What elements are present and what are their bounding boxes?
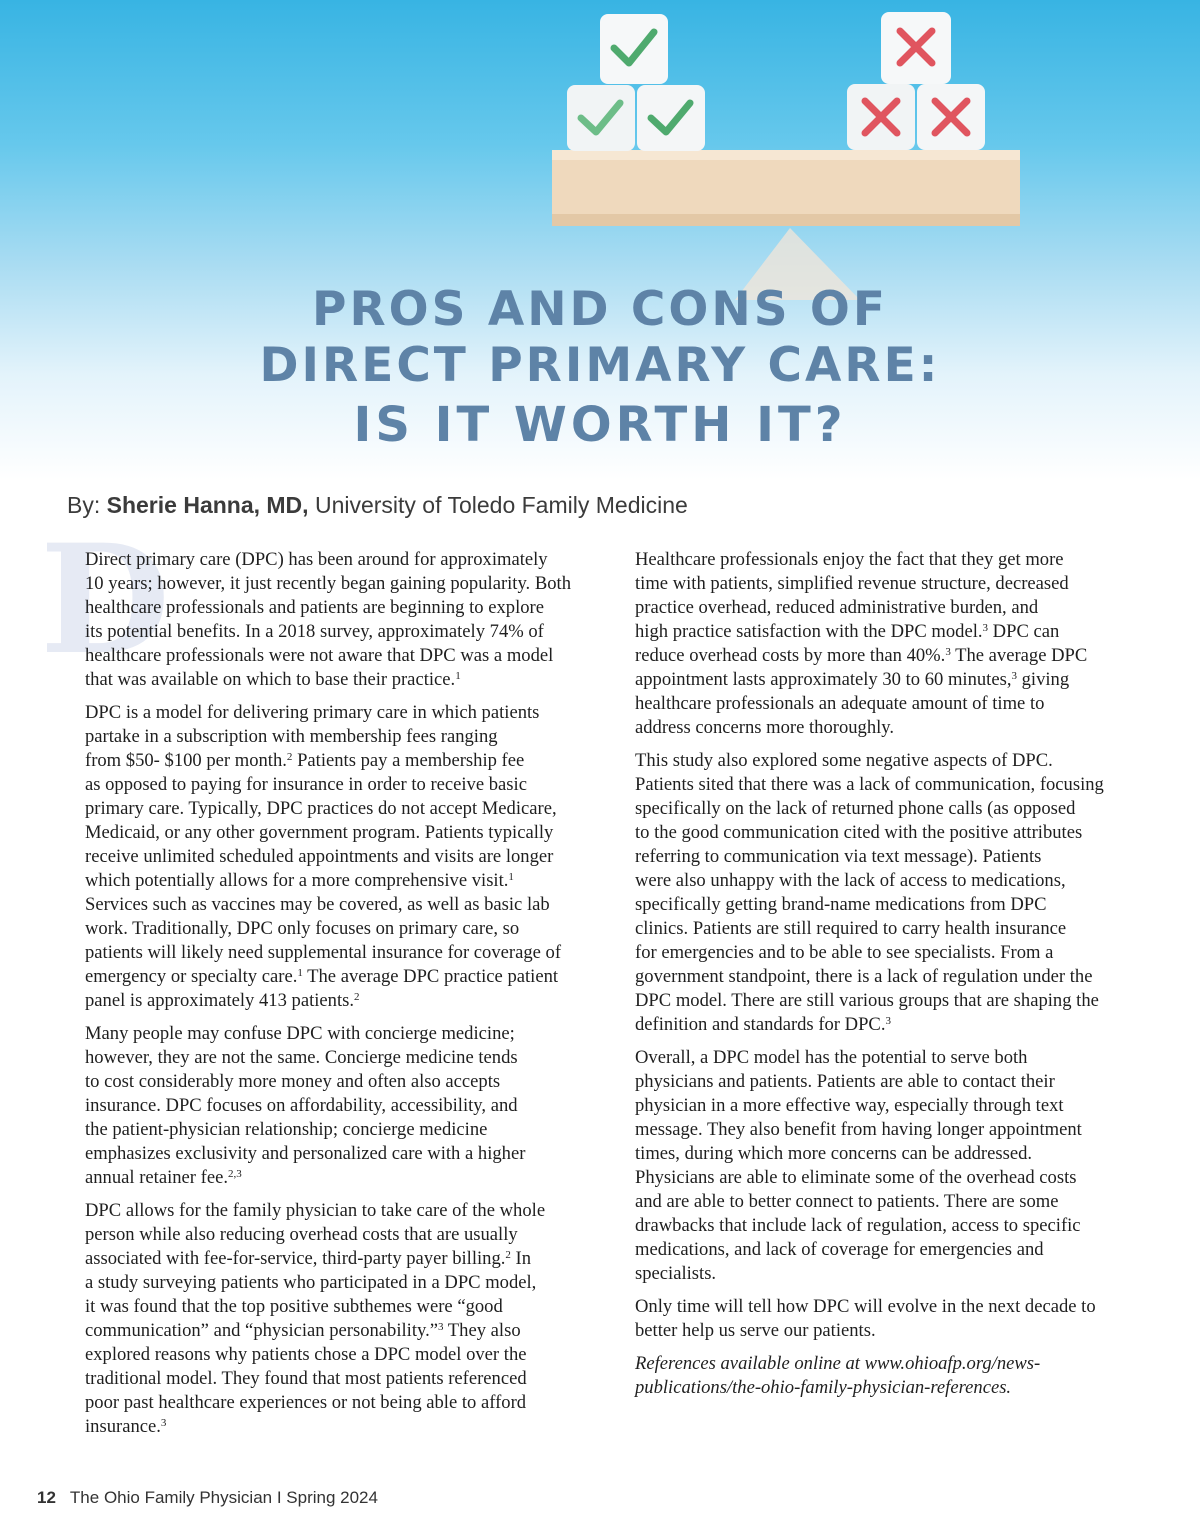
text-line: it was found that the top positive subthemes were “good <box>85 1296 503 1317</box>
byline-affiliation: University of Toledo Family Medicine <box>308 492 688 518</box>
text-line: healthcare professionals were not aware that DPC was a model <box>85 645 554 666</box>
text-line: message. They also benefit from having longer appointment <box>635 1119 1082 1140</box>
text-line: insurance.$^3$ <box>85 1416 167 1437</box>
text-line: communication” and “physician personability.”$^3$ They also <box>85 1320 521 1341</box>
check-cube-top <box>600 14 668 84</box>
text-line: Overall, a DPC model has the potential to serve both <box>635 1047 1028 1068</box>
text-line: a study surveying patients who participated in a DPC model, <box>85 1272 537 1293</box>
article-paragraph <box>67 1199 597 1439</box>
article-paragraph <box>617 1295 1147 1343</box>
title-line-3: IS IT WORTH IT? <box>353 397 847 453</box>
text-line: time with patients, simplified revenue structure, decreased <box>635 573 1069 594</box>
text-line: associated with fee-for-service, third-party payer billing.$^2$ In <box>85 1248 532 1269</box>
page-footer <box>37 1488 378 1508</box>
text-line: that was available on which to base their practice.$^1$ <box>85 669 461 690</box>
article-paragraph <box>67 548 597 692</box>
text-line: physician in a more effective way, especially through text <box>635 1095 1064 1116</box>
text-line: times, during which more concerns can be addressed. <box>635 1143 1033 1164</box>
text-line: specialists. <box>635 1263 717 1284</box>
text-line: poor past healthcare experiences or not being able to afford <box>85 1392 527 1413</box>
citation-superscript: 2,3 <box>227 1168 242 1180</box>
text-line: traditional model. They found that most patients referenced <box>85 1368 527 1389</box>
article-left-column <box>67 548 597 1448</box>
text-line: Direct primary care (DPC) has been around for approximately <box>85 549 548 570</box>
byline-prefix: By: <box>67 492 107 518</box>
article-paragraph <box>67 1022 597 1190</box>
page-title <box>0 282 1200 456</box>
text-line: however, they are not the same. Concierge medicine tends <box>85 1047 518 1068</box>
text-line: physicians and patients. Patients are able to contact their <box>635 1071 1055 1092</box>
text-line: the patient-physician relationship; concierge medicine <box>85 1119 488 1140</box>
title-line-1: PROS AND CONS OF <box>312 282 888 337</box>
text-line: drawbacks that include lack of regulation, access to specific <box>635 1215 1081 1236</box>
text-line: Physicians are able to eliminate some of the overhead costs <box>635 1167 1077 1188</box>
text-line: reduce overhead costs by more than 40%.$^3$ The average DPC <box>635 645 1088 666</box>
text-line: for emergencies and to be able to see specialists. From a <box>635 942 1054 963</box>
text-line: References available online at www.ohioafp.org/news- <box>635 1353 1041 1374</box>
text-line: better help us serve our patients. <box>635 1320 876 1341</box>
title-line-2: DIRECT PRIMARY CARE: <box>259 338 941 393</box>
text-line: receive unlimited scheduled appointments and visits are longer <box>85 846 554 867</box>
text-line: to cost considerably more money and often also accepts <box>85 1071 501 1092</box>
text-line: Patients sited that there was a lack of communication, focusing <box>635 774 1104 795</box>
text-line: 10 years; however, it just recently began gaining popularity. Both <box>85 573 572 594</box>
text-line: specifically getting brand-name medications from DPC <box>635 894 1047 915</box>
citation-superscript: 2 <box>354 991 360 1003</box>
citation-superscript: 1 <box>508 871 514 883</box>
text-line: referring to communication via text message). Patients <box>635 846 1042 867</box>
text-line: panel is approximately 413 patients.$^2$ <box>85 990 360 1011</box>
text-line: Only time will tell how DPC will evolve in the next decade to <box>635 1296 1096 1317</box>
text-line: Services such as vaccines may be covered, as well as basic lab <box>85 894 550 915</box>
citation-superscript: 3 <box>982 622 989 634</box>
article-paragraph <box>67 701 597 1013</box>
citation-superscript: 3 <box>945 646 951 658</box>
text-line: government standpoint, there is a lack of regulation under the <box>635 966 1093 987</box>
text-line: practice overhead, reduced administrative burden, and <box>635 597 1039 618</box>
text-line: DPC allows for the family physician to take care of the whole <box>85 1200 546 1221</box>
references-note <box>617 1352 1147 1400</box>
text-line: from $50- $100 per month.$^2$ Patients pay a membership fee <box>85 750 525 771</box>
text-line: address concerns more thoroughly. <box>635 717 895 738</box>
byline-author: Sherie Hanna, MD, <box>106 492 309 518</box>
cross-cube-left <box>847 84 915 150</box>
article-paragraph <box>617 548 1147 740</box>
text-line: emphasizes exclusivity and personalized care with a higher <box>85 1143 526 1164</box>
text-line: annual retainer fee.$^{2,3}$ <box>85 1167 242 1188</box>
text-line: specifically on the lack of returned phone calls (as opposed <box>635 798 1076 819</box>
article-paragraph <box>617 749 1147 1037</box>
text-line: explored reasons why patients chose a DPC model over the <box>85 1344 527 1365</box>
citation-superscript: 2 <box>505 1249 511 1261</box>
cross-cube-right <box>917 84 985 150</box>
text-line: and are able to better connect to patients. There are some <box>635 1191 1059 1212</box>
text-line: medications, and lack of coverage for emergencies and <box>635 1239 1044 1260</box>
text-line: healthcare professionals and patients are beginning to explore <box>85 597 544 618</box>
check-cube-left <box>567 85 635 151</box>
citation-superscript: 3 <box>885 1015 891 1027</box>
text-line: Medicaid, or any other government program. Patients typically <box>85 822 554 843</box>
text-line: Many people may confuse DPC with concierge medicine; <box>85 1023 515 1044</box>
article-right-column <box>617 548 1147 1409</box>
article-paragraph <box>617 1046 1147 1286</box>
issue-date: Spring 2024 <box>286 1488 378 1507</box>
check-cube-right <box>637 85 705 151</box>
text-line: to the good communication cited with the positive attributes <box>635 822 1083 843</box>
text-line: clinics. Patients are still required to carry health insurance <box>635 918 1067 939</box>
text-line: high practice satisfaction with the DPC model.$^3$ DPC can <box>635 621 1060 642</box>
text-line: publications/the-ohio-family-physician-references. <box>635 1377 1012 1398</box>
text-line: Healthcare professionals enjoy the fact that they get more <box>635 549 1064 570</box>
citation-superscript: 3 <box>160 1417 167 1429</box>
citation-superscript: 3 <box>438 1321 444 1333</box>
footer-separator: I <box>272 1488 287 1507</box>
text-line: appointment lasts approximately 30 to 60 minutes,$^3$ giving <box>635 669 1070 690</box>
drop-cap: D <box>40 512 171 688</box>
text-line: insurance. DPC focuses on affordability, accessibility, and <box>85 1095 518 1116</box>
citation-superscript: 3 <box>1011 670 1017 682</box>
text-line: its potential benefits. In a 2018 survey, approximately 74% of <box>85 621 544 642</box>
text-line: were also unhappy with the lack of access to medications, <box>635 870 1066 891</box>
text-line: person while also reducing overhead costs that are usually <box>85 1224 518 1245</box>
text-line: DPC is a model for delivering primary care in which patients <box>85 702 540 723</box>
citation-superscript: 1 <box>455 670 461 682</box>
hero-banner <box>0 0 1200 480</box>
text-line: partake in a subscription with membership fees ranging <box>85 726 498 747</box>
text-line: as opposed to paying for insurance in order to receive basic <box>85 774 527 795</box>
text-line: healthcare professionals an adequate amount of time to <box>635 693 1045 714</box>
text-line: This study also explored some negative aspects of DPC. <box>635 750 1053 771</box>
page-number: 12 <box>37 1488 56 1507</box>
text-line: DPC model. There are still various groups that are shaping the <box>635 990 1099 1011</box>
text-line: primary care. Typically, DPC practices do not accept Medicare, <box>85 798 557 819</box>
cross-cube-top <box>881 12 951 84</box>
text-line: work. Traditionally, DPC only focuses on primary care, so <box>85 918 520 939</box>
citation-superscript: 2 <box>286 751 293 763</box>
citation-superscript: 1 <box>297 967 303 979</box>
text-line: definition and standards for DPC.$^3$ <box>635 1014 891 1035</box>
text-line: patients will likely need supplemental insurance for coverage of <box>85 942 562 963</box>
publication-name: The Ohio Family Physician <box>69 1488 273 1507</box>
text-line: emergency or specialty care.$^1$ The average DPC practice patient <box>85 966 559 987</box>
text-line: which potentially allows for a more comprehensive visit.$^1$ <box>85 870 514 891</box>
